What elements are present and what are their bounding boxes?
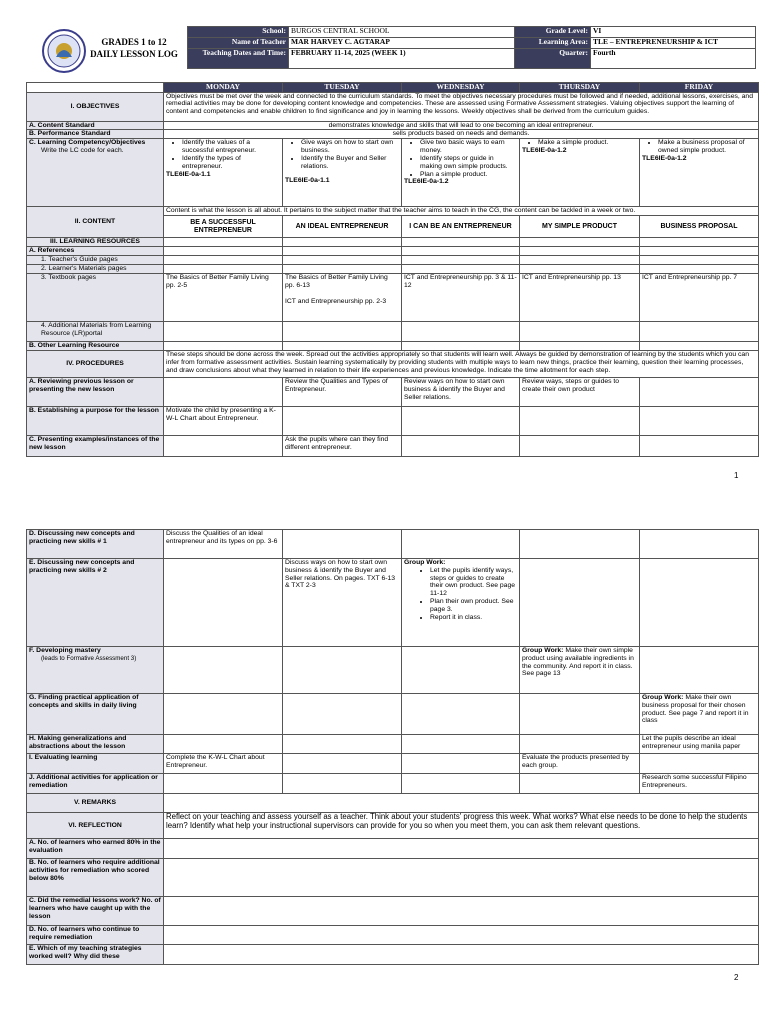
page-number-2: 2 — [734, 973, 739, 982]
reflection-e-label: E. Which of my teaching strategies worked well? Why did these — [27, 945, 164, 965]
topic-thursday: MY SIMPLE PRODUCT — [520, 216, 640, 238]
dates-value: FEBRUARY 11-14, 2025 (WEEK 1) — [289, 49, 515, 69]
other-resource-label: B. Other Learning Resource — [27, 341, 164, 350]
reflection-a-label: A. No. of learners who earned 80% in the evaluation — [27, 839, 164, 859]
proc-c-label: C. Presenting examples/instances of the new lesson — [27, 435, 164, 456]
proc-e-tuesday: Discuss ways on how to start own business & identify the Buyer and Seller relations. On pages. TXT 6-13 & TXT 2-3 — [283, 559, 402, 647]
proc-a-wednesday: Review ways on how to start own business & identify the Buyer and Seller relations. — [402, 377, 520, 406]
objectives-label: I. OBJECTIVES — [27, 92, 164, 121]
performance-standard-label: B. Performance Standard — [27, 130, 164, 139]
remarks-label: V. REMARKS — [27, 794, 164, 813]
procedures-label: IV. PROCEDURES — [27, 350, 164, 377]
proc-c-tuesday: Ask the pupils where can they find different entrepreneur. — [283, 435, 402, 456]
log-title — [82, 37, 186, 59]
competency-tuesday: • Give ways on how to start own business. • Identify the Buyer and Seller relations. TLE6IE-0a-1.1 — [283, 139, 402, 207]
competency-label: C. Learning Competency/Objectives Write the LC code for each. — [27, 139, 164, 207]
performance-standard: sells products based on needs and demands. — [164, 130, 759, 139]
day-tuesday: TUESDAY — [283, 83, 402, 93]
proc-i-thursday: Evaluate the products presented by each group. — [520, 754, 640, 774]
day-thursday: THURSDAY — [520, 83, 640, 93]
topic-friday: BUSINESS PROPOSAL — [640, 216, 759, 238]
proc-d-monday: Discuss the Qualities of an ideal entrepreneur and its types on pp. 3-6 — [164, 530, 283, 559]
proc-g-friday: Group Work: Make their own business proposal for their chosen product. See page 7 and report it in class — [640, 694, 759, 735]
tg-label: 1. Teacher's Guide pages — [27, 255, 164, 264]
reflection-b-label: B. No. of learners who require additional activities for remediation who scored below 80% — [27, 859, 164, 897]
additional-materials-label: 4. Additional Materials from Learning Resource (LR)portal — [27, 321, 164, 341]
proc-e-label: E. Discussing new concepts and practicing new skills # 2 — [27, 559, 164, 647]
day-friday: FRIDAY — [640, 83, 759, 93]
day-wednesday: WEDNESDAY — [402, 83, 520, 93]
school-label: School: — [188, 27, 289, 38]
proc-j-label: J. Additional activities for application or remediation — [27, 774, 164, 794]
proc-d-label: D. Discussing new concepts and practicing new skills # 1 — [27, 530, 164, 559]
procedures-note: These steps should be done across the week. Spread out the activities appropriately so that students will learn well. Always be guided by demonstration of learning by the students which you can infer from formative assessment activities. Sustain learning systematically by providing students with multiple ways to learn new things, practice their learning, question their learning processes, and draw conclusions about what they learned in relation to their life experiences and previous knowledge. Indicate the time allotment for each step. — [164, 350, 759, 377]
textbook-tuesday: The Basics of Better Family Living pp. 6-13 ICT and Entrepreneurship pp. 2-3 — [283, 273, 402, 321]
grade-value: VI — [591, 27, 756, 38]
proc-a-tuesday: Review the Qualities and Types of Entrepreneur. — [283, 377, 402, 406]
proc-f-thursday: Group Work: Make their own simple product using available ingredients in the community. And report it in class. See page 13 — [520, 647, 640, 694]
proc-a-label: A. Reviewing previous lesson or presenting the new lesson — [27, 377, 164, 406]
competency-wednesday: • Give two basic ways to earn money. • Identify steps or guide in making own simple products. • Plan a simple product. TLE6IE-0a-1.2 — [402, 139, 520, 207]
textbook-label: 3. Textbook pages — [27, 273, 164, 321]
lesson-table-p1 — [26, 82, 759, 457]
resources-label: III. LEARNING RESOURCES — [27, 238, 164, 247]
reflection-c-label: C. Did the remedial lessons work? No. of learners who have caught up with the lesson — [27, 897, 164, 926]
page-number-1: 1 — [734, 471, 739, 480]
textbook-thursday: ICT and Entrepreneurship pp. 13 — [520, 273, 640, 321]
lm-label: 2. Learner's Materials pages — [27, 264, 164, 273]
content-standard-label: A. Content Standard — [27, 121, 164, 130]
title-line1: GRADES 1 to 12 — [101, 37, 167, 47]
reflection-note: Reflect on your teaching and assess yourself as a teacher. Think about your students' progress this week. What works? What else needs to be done to help the students learn? Identify what help your instructional supervisors can provide for you so when you meet them, you can ask them relevant questions. — [164, 813, 759, 839]
proc-f-label: F. Developing mastery (leads to Formative Assessment 3) — [27, 647, 164, 694]
textbook-wednesday: ICT and Entrepreneurship pp. 3 & 11-12 — [402, 273, 520, 321]
topic-tuesday: AN IDEAL ENTREPRENEUR — [283, 216, 402, 238]
competency-thursday: • Make a simple product. TLE6IE-0a-1.2 — [520, 139, 640, 207]
area-label: Learning Area: — [515, 38, 591, 49]
references-label: A. References — [27, 247, 164, 256]
proc-b-monday: Motivate the child by presenting a K-W-L Chart about Entrepreneur. — [164, 406, 283, 435]
proc-i-monday: Complete the K-W-L Chart about Entrepreneur. — [164, 754, 283, 774]
teacher-label: Name of Teacher — [188, 38, 289, 49]
proc-e-wednesday: Group Work: • Let the pupils identify ways, steps or guides to create their own product. See page 11-12 • Plan their own product. See page 3. • Report it in class. — [402, 559, 520, 647]
lesson-table-p2 — [26, 529, 759, 965]
textbook-friday: ICT and Entrepreneurship pp. 7 — [640, 273, 759, 321]
school-value: BURGOS CENTRAL SCHOOL — [289, 27, 515, 38]
textbook-monday: The Basics of Better Family Living pp. 2-5 — [164, 273, 283, 321]
content-standard: demonstrates knowledge and skills that will lead to one becoming an ideal entrepreneur. — [164, 121, 759, 130]
content-note: Content is what the lesson is all about. It pertains to the subject matter that the teacher aims to teach in the CG, the content can be tackled in a week or two. — [164, 207, 759, 216]
topic-monday: BE A SUCCESSFUL ENTREPRENEUR — [164, 216, 283, 238]
proc-h-friday: Let the pupils describe an ideal entrepreneur using manila paper — [640, 735, 759, 754]
teacher-value: MAR HARVEY C. AGTARAP — [289, 38, 515, 49]
proc-i-label: I. Evaluating learning — [27, 754, 164, 774]
quarter-label: Quarter: — [515, 49, 591, 69]
topic-wednesday: I CAN BE AN ENTREPRENEUR — [402, 216, 520, 238]
competency-friday: • Make a business proposal of owned simple product. TLE6IE-0a-1.2 — [640, 139, 759, 207]
quarter-value: Fourth — [591, 49, 756, 69]
proc-g-label: G. Finding practical application of concepts and skills in daily living — [27, 694, 164, 735]
header-table — [187, 26, 756, 69]
competency-monday: • Identify the values of a successful entrepreneur. • Identify the types of entrepreneur. TLE6IE-0a-1.1 — [164, 139, 283, 207]
grade-label: Grade Level: — [515, 27, 591, 38]
proc-b-label: B. Establishing a purpose for the lesson — [27, 406, 164, 435]
reflection-label: VI. REFLECTION — [27, 813, 164, 839]
dates-label: Teaching Dates and Time: — [188, 49, 289, 69]
content-label: II. CONTENT — [27, 207, 164, 238]
reflection-d-label: D. No. of learners who continue to require remediation — [27, 926, 164, 945]
objectives-note: Objectives must be met over the week and connected to the curriculum standards. To meet the objectives necessary procedures must be followed and if needed, additional lessons, exercises, and remedial activities may be done for developing content knowledge and competencies. These are assessed using Formative Assessment strategies. Valuing objectives support the learning of content and competencies and enable children to find significance and joy in learning the lessons. Weekly objectives shall be derived from the curriculum guides. — [164, 92, 759, 121]
proc-a-thursday: Review ways, steps or guides to create their own product — [520, 377, 640, 406]
deped-seal-icon — [40, 28, 88, 74]
day-monday: MONDAY — [164, 83, 283, 93]
title-line2: DAILY LESSON LOG — [90, 49, 178, 59]
area-value: TLE – ENTREPRENEURSHIP & ICT — [591, 38, 756, 49]
proc-j-friday: Research some successful Filipino Entrepreneurs. — [640, 774, 759, 794]
proc-h-label: H. Making generalizations and abstractions about the lesson — [27, 735, 164, 754]
